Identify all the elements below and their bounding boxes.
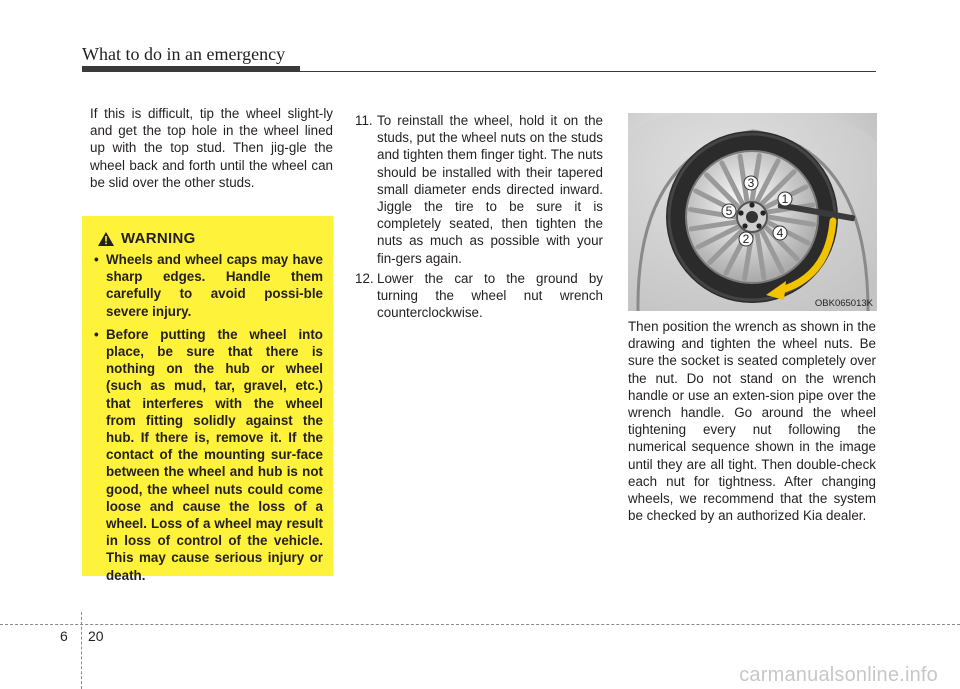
step-item: [355, 270, 603, 322]
nut-label-2: 2: [742, 232, 750, 246]
watermark: carmanualsonline.info: [739, 664, 938, 686]
warning-bullet: •: [94, 252, 99, 267]
step-text: To reinstall the wheel, hold it on the studs, put the wheel nuts on the studs and tighten them finger tight. The nuts should be installed with their tapered small diameter ends directed inward. Jiggle the tire to be sure it is completely seated, then tighten the nuts as much as possible with your fin-gers again.: [377, 113, 603, 266]
footer-divider: [81, 612, 82, 689]
step-number: 12.: [355, 270, 374, 286]
page-number: 20: [88, 628, 104, 644]
nut-label-3: 3: [747, 176, 755, 190]
steps-column: [355, 112, 603, 324]
instruction-paragraph: Then position the wrench as shown in the drawing and tighten the wheel nuts. Be sure the socket is seated completely over the nut. Do not stand on the wrench handle or use an exten-sion pipe over the wrench handle. Go around the wheel tightening every nut following the numerical sequence shown in the image until they are all tight. Then double-check each nut for tightness. After changing wheels, we recommend that the system be checked by an authorized Kia dealer.: [628, 319, 876, 524]
warning-header: [94, 230, 323, 247]
warning-item-text: Before putting the wheel into place, be sure that there is nothing on the hub or wheel (such as mud, tar, gravel, etc.) that interferes with the wheel from fitting solidly against the hub. If there is, remove it. If the contact of the mounting sur-face between the wheel and hub is not good, the wheel nuts could come loose and cause the loss of a wheel. Loss of a wheel may result in loss of control of the vehicle. This may cause serious injury or death.: [106, 326, 323, 583]
wheel-drawing: [628, 113, 877, 311]
wheel-illustration: [628, 113, 877, 311]
figure-caption: OBK065013K: [814, 298, 873, 309]
warning-item-text: Wheels and wheel caps may have sharp edges. Handle them carefully to avoid possi-ble severe injury.: [106, 252, 323, 319]
nut-label-1: 1: [781, 192, 789, 206]
page-header-title: What to do in an emergency: [82, 44, 286, 64]
step-item: [355, 112, 603, 267]
step-text: Lower the car to the ground by turning the wheel nut wrench counterclockwise.: [377, 270, 603, 321]
warning-title: WARNING: [121, 230, 196, 247]
warning-triangle-icon: [97, 231, 115, 247]
warning-item: [94, 251, 323, 320]
header-rule-thin: [82, 71, 876, 72]
nut-label-5: 5: [725, 204, 733, 218]
footer-rule: [0, 624, 960, 625]
section-number: 6: [60, 628, 68, 644]
warning-box: [82, 216, 333, 583]
nut-label-4: 4: [776, 226, 784, 240]
warning-item: [94, 326, 323, 584]
step-number: 11.: [355, 113, 373, 128]
warning-bullet: •: [94, 326, 99, 342]
intro-paragraph: If this is difficult, tip the wheel slight-ly and get the top hole in the wheel lined up with the top stud. Then jig-gle the wheel back and forth until the wheel can be slid over the other studs.: [90, 106, 333, 190]
